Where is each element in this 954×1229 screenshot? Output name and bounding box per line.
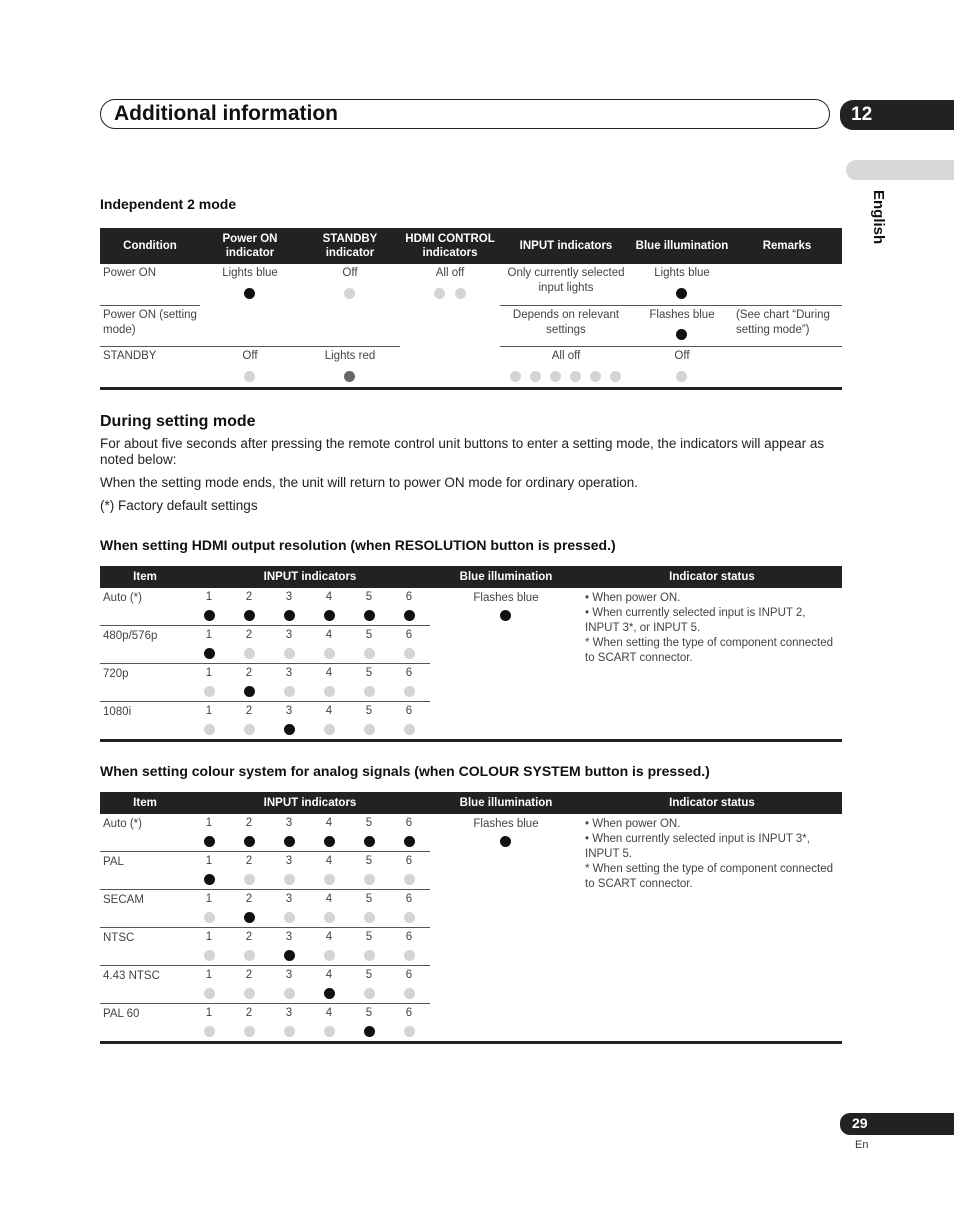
language-tab	[846, 160, 954, 180]
input-number: 5	[365, 931, 373, 943]
input-number: 6	[405, 817, 413, 829]
row-divider	[100, 663, 430, 664]
indicator-dot-on	[324, 988, 335, 999]
input-number: 4	[325, 931, 333, 943]
indicator-dot-on	[244, 610, 255, 621]
indicator-dot-off	[284, 988, 295, 999]
col-item: Item	[133, 797, 157, 809]
row-divider	[100, 625, 430, 626]
input-number: 3	[285, 667, 293, 679]
input-number: 5	[365, 817, 373, 829]
input-number: 2	[245, 667, 253, 679]
input-number: 3	[285, 629, 293, 641]
col-hdmi: HDMI CONTROL indicators	[405, 233, 495, 259]
indicator-dot-off	[364, 912, 375, 923]
indicator-status-list	[585, 591, 840, 666]
indicator-dot-on	[404, 836, 415, 847]
indicator-dot-on	[284, 724, 295, 735]
indicator-dot-off	[204, 988, 215, 999]
indicator-dot-on	[284, 610, 295, 621]
page-language: En	[855, 1139, 869, 1151]
indicator-dot-off	[324, 874, 335, 885]
indicator-dot-on	[244, 912, 255, 923]
indicator-dot-on	[324, 610, 335, 621]
hdmi-cell: All off	[435, 267, 465, 279]
input-number: 1	[205, 667, 213, 679]
standby-cell: Off	[342, 267, 358, 279]
input-number: 2	[245, 1007, 253, 1019]
input-number: 4	[325, 969, 333, 981]
indicator-dot-off	[364, 686, 375, 697]
indicator-dot-off	[284, 648, 295, 659]
input-number: 4	[325, 817, 333, 829]
input-number: 3	[285, 817, 293, 829]
indicator-dot-off	[244, 648, 255, 659]
indicator-dot-off	[404, 912, 415, 923]
input-number: 5	[365, 893, 373, 905]
row-item-label: 480p/576p	[103, 630, 158, 642]
indicator-dot-off	[204, 686, 215, 697]
col-blue-illumination: Blue illumination	[459, 571, 553, 583]
indicator-dot-red	[344, 371, 355, 382]
status-line: * When setting the type of component connected to SCART connector.	[585, 637, 834, 664]
status-line: • When power ON.	[585, 818, 681, 830]
indicator-dot-off	[204, 912, 215, 923]
input-number: 2	[245, 817, 253, 829]
row-divider	[100, 701, 430, 702]
indicator-dot-off	[324, 686, 335, 697]
setting-heading: During setting mode	[100, 413, 256, 430]
indicator-dot-off	[404, 648, 415, 659]
col-power: Power ON indicator	[222, 233, 278, 259]
row-divider	[100, 305, 200, 306]
indicator-dot-off	[455, 288, 466, 299]
row-item-label: PAL	[103, 856, 124, 868]
input-number: 6	[405, 969, 413, 981]
row-item-label: SECAM	[103, 894, 144, 906]
indicator-dot-off	[284, 912, 295, 923]
indicator-dot-off	[434, 288, 445, 299]
input-number: 4	[325, 629, 333, 641]
indicator-dot-on	[404, 610, 415, 621]
input-number: 2	[245, 931, 253, 943]
input-number: 5	[365, 629, 373, 641]
input-cell: All off	[551, 350, 581, 362]
input-number: 2	[245, 591, 253, 603]
input-number: 3	[285, 855, 293, 867]
indicator-dot-off	[284, 1026, 295, 1037]
input-number: 2	[245, 629, 253, 641]
indicator-dot-off	[244, 950, 255, 961]
indicator-dot-off	[284, 686, 295, 697]
input-number: 4	[325, 893, 333, 905]
input-number: 1	[205, 855, 213, 867]
page-title: Additional information	[114, 102, 338, 125]
indicator-dot-off	[364, 648, 375, 659]
indicator-dot-off	[244, 371, 255, 382]
indicator-dot-off	[324, 724, 335, 735]
input-number: 4	[325, 591, 333, 603]
blue-cell: Lights blue	[654, 267, 710, 279]
col-input-indicators: INPUT indicators	[263, 797, 357, 809]
indicator-dot-off	[364, 874, 375, 885]
input-number: 2	[245, 893, 253, 905]
indicator-dot-on	[204, 874, 215, 885]
status-line: • When currently selected input is INPUT 2, INPUT 3*, or INPUT 5.	[585, 607, 806, 634]
independent-heading: Independent 2 mode	[100, 196, 237, 212]
table-bottom-rule	[100, 739, 842, 742]
input-cell: Depends on relevant settings	[512, 309, 620, 336]
indicator-dot-off	[404, 988, 415, 999]
indicator-dot-on	[500, 836, 511, 847]
row-item-label: NTSC	[103, 932, 135, 944]
page-number: 29	[852, 1115, 868, 1131]
indicator-dot-off	[530, 371, 541, 382]
table-bottom-rule	[100, 387, 842, 390]
indicator-dot-off	[676, 371, 687, 382]
row-divider	[100, 889, 430, 890]
language-label: English	[870, 190, 887, 245]
row-item-label: PAL 60	[103, 1008, 140, 1020]
indicator-dot-on	[244, 836, 255, 847]
indicator-dot-on	[204, 648, 215, 659]
row-item-label: Auto (*)	[103, 592, 142, 604]
indicator-dot-on	[204, 836, 215, 847]
indicator-dot-off	[404, 724, 415, 735]
indicator-dot-off	[324, 1026, 335, 1037]
indicator-dot-on	[324, 836, 335, 847]
indicator-dot-on	[364, 1026, 375, 1037]
indicator-dot-off	[244, 988, 255, 999]
indicator-dot-off	[244, 1026, 255, 1037]
indicator-dot-off	[364, 950, 375, 961]
row-item-label: 1080i	[103, 706, 132, 718]
input-number: 5	[365, 591, 373, 603]
indicator-dot-on	[500, 610, 511, 621]
input-number: 6	[405, 705, 413, 717]
input-number: 4	[325, 705, 333, 717]
cond-cell: STANDBY	[103, 350, 157, 362]
input-number: 3	[285, 969, 293, 981]
row-divider	[500, 346, 842, 347]
row-item-label: 720p	[103, 668, 129, 680]
indicator-dot-off	[404, 1026, 415, 1037]
indicator-status-list	[585, 817, 840, 892]
input-number: 4	[325, 667, 333, 679]
row-divider	[500, 305, 842, 306]
input-number: 2	[245, 969, 253, 981]
input-number: 1	[205, 629, 213, 641]
indicator-dot-on	[204, 610, 215, 621]
colour-table-header	[100, 792, 842, 814]
indicator-dot-off	[204, 950, 215, 961]
col-input: INPUT indicators	[519, 240, 613, 252]
row-divider	[100, 927, 430, 928]
input-number: 4	[325, 1007, 333, 1019]
indicator-dot-on	[364, 610, 375, 621]
blue-status: Flashes blue	[473, 592, 539, 604]
indicator-dot-on	[284, 950, 295, 961]
blue-cell: Flashes blue	[649, 309, 715, 321]
power-cell: Lights blue	[222, 267, 278, 279]
row-divider	[100, 1003, 430, 1004]
input-number: 5	[365, 1007, 373, 1019]
input-number: 3	[285, 591, 293, 603]
input-number: 1	[205, 591, 213, 603]
cond-cell: Power ON (setting mode)	[103, 309, 197, 336]
row-item-label: Auto (*)	[103, 818, 142, 830]
input-number: 1	[205, 969, 213, 981]
input-number: 6	[405, 629, 413, 641]
blue-status: Flashes blue	[473, 818, 539, 830]
col-standby: STANDBY indicator	[322, 233, 378, 259]
power-cell: Off	[242, 350, 258, 362]
input-number: 6	[405, 591, 413, 603]
independent-table-header	[100, 228, 842, 264]
indicator-dot-off	[590, 371, 601, 382]
row-divider	[100, 965, 430, 966]
indicator-dot-off	[204, 1026, 215, 1037]
remarks-cell: (See chart “During setting mode”)	[736, 309, 830, 336]
input-number: 2	[245, 855, 253, 867]
indicator-dot-off	[610, 371, 621, 382]
chapter-number: 12	[851, 104, 873, 125]
setting-para-2: When the setting mode ends, the unit will return to power ON mode for ordinary operation.	[100, 475, 639, 490]
col-input-indicators: INPUT indicators	[263, 571, 357, 583]
input-cell: Only currently selected input lights	[507, 267, 625, 294]
col-remarks: Remarks	[762, 240, 812, 252]
input-number: 1	[205, 817, 213, 829]
indicator-dot-off	[324, 912, 335, 923]
indicator-dot-on	[676, 288, 687, 299]
indicator-dot-off	[204, 724, 215, 735]
indicator-dot-off	[364, 988, 375, 999]
indicator-dot-off	[550, 371, 561, 382]
input-number: 6	[405, 893, 413, 905]
indicator-dot-on	[244, 686, 255, 697]
indicator-dot-off	[324, 648, 335, 659]
input-number: 3	[285, 931, 293, 943]
setting-para-3: (*) Factory default settings	[100, 498, 258, 513]
resolution-table-header	[100, 566, 842, 588]
status-line: • When currently selected input is INPUT 3*, INPUT 5.	[585, 833, 810, 860]
input-number: 6	[405, 1007, 413, 1019]
indicator-dot-on	[364, 836, 375, 847]
input-number: 6	[405, 855, 413, 867]
input-number: 5	[365, 667, 373, 679]
indicator-dot-off	[404, 686, 415, 697]
indicator-dot-off	[244, 874, 255, 885]
col-condition: Condition	[123, 240, 177, 252]
indicator-dot-on	[676, 329, 687, 340]
input-number: 1	[205, 893, 213, 905]
input-number: 3	[285, 705, 293, 717]
resolution-heading: When setting HDMI output resolution (when RESOLUTION button is pressed.)	[100, 537, 616, 553]
row-divider	[100, 346, 400, 347]
colour-heading: When setting colour system for analog signals (when COLOUR SYSTEM button is pressed.)	[100, 763, 710, 779]
indicator-dot-off	[284, 874, 295, 885]
indicator-dot-off	[364, 724, 375, 735]
col-blue-illumination: Blue illumination	[459, 797, 553, 809]
indicator-dot-off	[570, 371, 581, 382]
input-number: 1	[205, 931, 213, 943]
row-divider	[100, 851, 430, 852]
input-number: 3	[285, 1007, 293, 1019]
status-line: * When setting the type of component connected to SCART connector.	[585, 863, 834, 890]
input-number: 5	[365, 855, 373, 867]
indicator-dot-off	[344, 288, 355, 299]
input-number: 6	[405, 931, 413, 943]
status-line: • When power ON.	[585, 592, 681, 604]
indicator-dot-off	[404, 950, 415, 961]
input-number: 3	[285, 893, 293, 905]
indicator-dot-on	[244, 288, 255, 299]
indicator-dot-on	[284, 836, 295, 847]
input-number: 1	[205, 1007, 213, 1019]
indicator-dot-off	[404, 874, 415, 885]
cond-cell: Power ON	[103, 267, 157, 279]
standby-cell: Lights red	[324, 350, 376, 362]
input-number: 6	[405, 667, 413, 679]
input-number: 5	[365, 969, 373, 981]
indicator-dot-off	[244, 724, 255, 735]
col-indicator-status: Indicator status	[669, 797, 755, 809]
indicator-dot-off	[324, 950, 335, 961]
setting-para-1: For about five seconds after pressing the remote control unit buttons to enter a setting mode, the indicators will appear as noted below:	[100, 436, 825, 467]
input-number: 1	[205, 705, 213, 717]
input-number: 4	[325, 855, 333, 867]
input-number: 5	[365, 705, 373, 717]
blue-cell: Off	[674, 350, 690, 362]
input-number: 2	[245, 705, 253, 717]
indicator-dot-off	[510, 371, 521, 382]
col-blue: Blue illumination	[635, 240, 729, 252]
row-item-label: 4.43 NTSC	[103, 970, 160, 982]
table-bottom-rule	[100, 1041, 842, 1044]
col-item: Item	[133, 571, 157, 583]
col-indicator-status: Indicator status	[669, 571, 755, 583]
